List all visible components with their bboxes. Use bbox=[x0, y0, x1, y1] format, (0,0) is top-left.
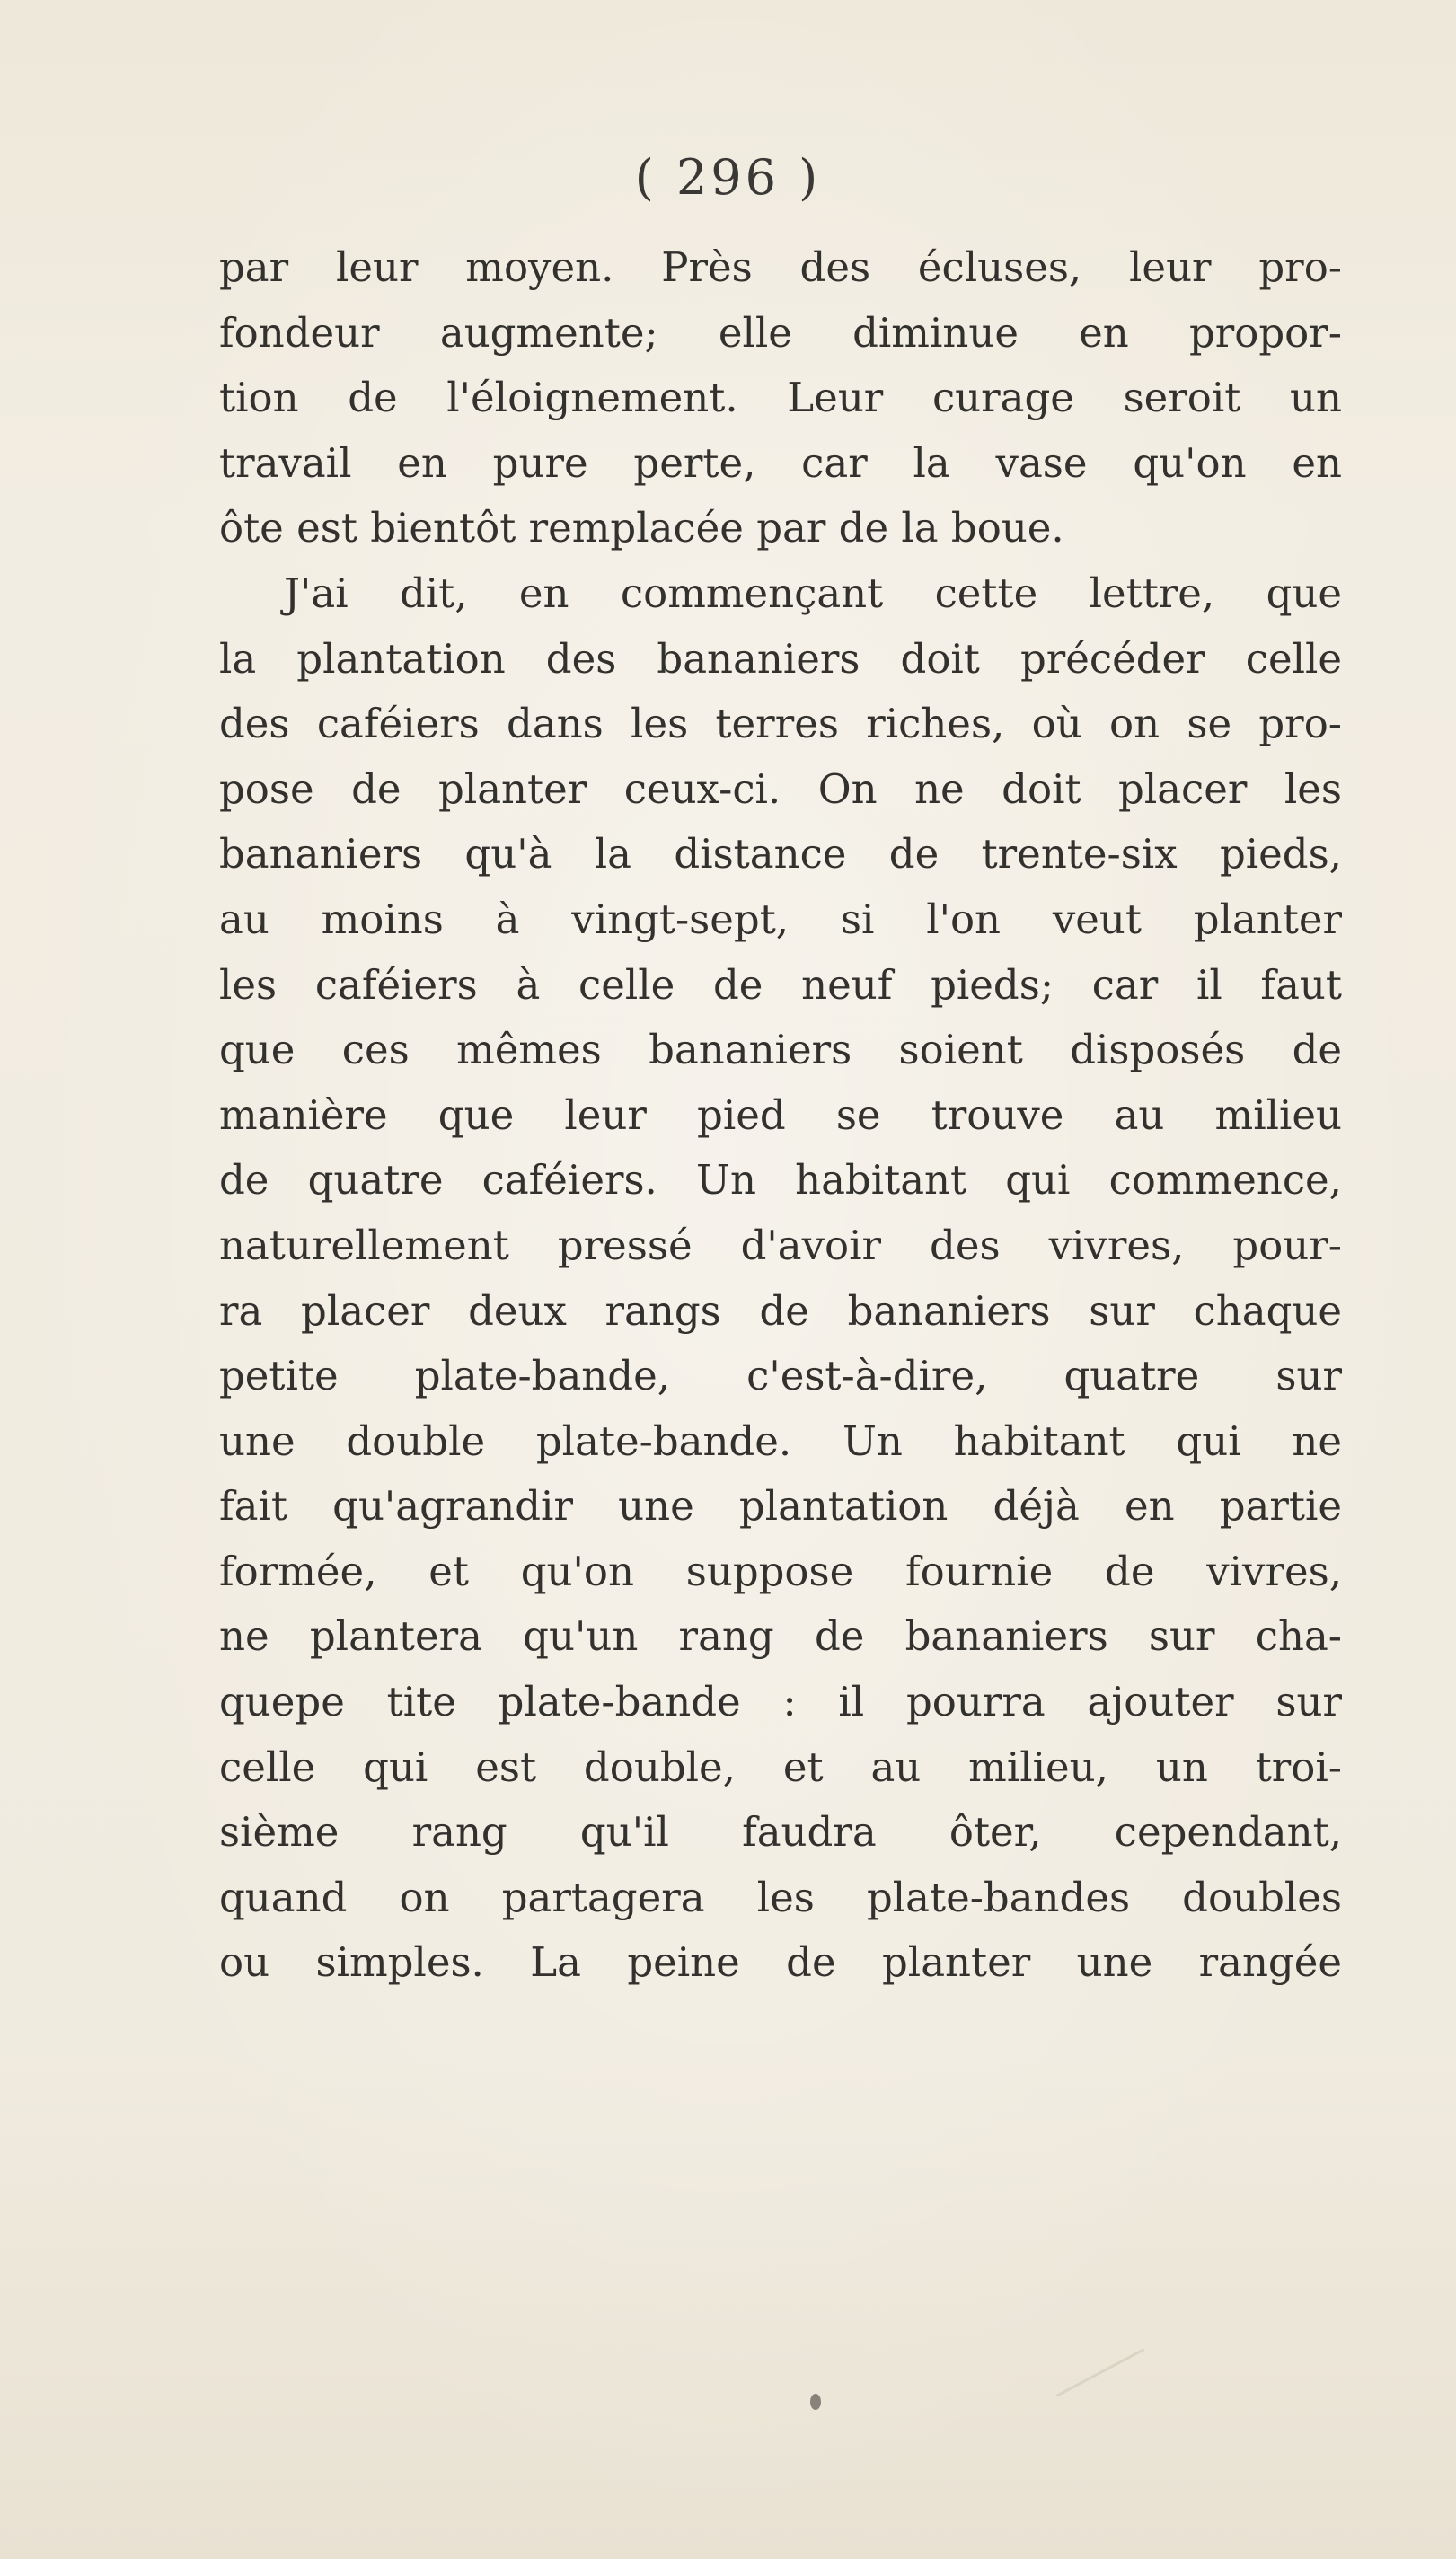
text-line: des caféiers dans les terres riches, où on se pro- bbox=[219, 700, 1342, 748]
ink-speck bbox=[810, 2394, 821, 2410]
text-line: ra placer deux rangs de bananiers sur chaque bbox=[219, 1286, 1342, 1335]
text-line: celle qui est double, et au milieu, un troi- bbox=[219, 1743, 1342, 1791]
text-line: formée, et qu'on suppose fournie de vivres, bbox=[219, 1547, 1342, 1595]
text-line: ôte est bientôt remplacée par de la boue. bbox=[219, 504, 1064, 552]
text-line: au moins à vingt-sept, si l'on veut planter bbox=[219, 895, 1342, 943]
text-line: la plantation des bananiers doit précéder celle bbox=[219, 634, 1342, 683]
text-line: ne plantera qu'un rang de bananiers sur cha- bbox=[219, 1612, 1342, 1661]
text-line: ou simples. La peine de planter une rangée bbox=[219, 1938, 1342, 1987]
text-line: travail en pure perte, car la vase qu'on en bbox=[219, 438, 1342, 487]
body-text bbox=[219, 235, 1342, 1996]
page-number: ( 296 ) bbox=[634, 149, 822, 206]
text-line: tion de l'éloignement. Leur curage seroit un bbox=[219, 374, 1342, 422]
text-line: que ces mêmes bananiers soient disposés de bbox=[219, 1026, 1342, 1074]
text-line: bananiers qu'à la distance de trente-six pieds, bbox=[219, 830, 1342, 878]
text-line: petite plate-bande, c'est-à-dire, quatre sur bbox=[219, 1352, 1342, 1400]
paper-mark bbox=[1056, 2348, 1145, 2396]
text-line: pose de planter ceux-ci. On ne doit placer les bbox=[219, 764, 1342, 813]
text-line: quand on partagera les plate-bandes doubles bbox=[219, 1873, 1342, 1921]
text-line: par leur moyen. Près des écluses, leur pro- bbox=[219, 243, 1342, 291]
paragraph-first-line: J'ai dit, en commençant cette lettre, que bbox=[284, 569, 1342, 617]
text-line: sième rang qu'il faudra ôter, cependant, bbox=[219, 1808, 1342, 1857]
text-line: fondeur augmente; elle diminue en propor- bbox=[219, 308, 1342, 357]
text-line: manière que leur pied se trouve au milieu bbox=[219, 1090, 1342, 1139]
text-line: naturellement pressé d'avoir des vivres, pour- bbox=[219, 1221, 1342, 1269]
text-line: de quatre caféiers. Un habitant qui commence, bbox=[219, 1156, 1342, 1204]
text-line: quepe tite plate-bande : il pourra ajouter sur bbox=[219, 1678, 1342, 1726]
text-line: une double plate-bande. Un habitant qui ne bbox=[219, 1416, 1342, 1465]
text-line: fait qu'agrandir une plantation déjà en partie bbox=[219, 1482, 1342, 1531]
text-line: les caféiers à celle de neuf pieds; car il faut bbox=[219, 960, 1342, 1009]
